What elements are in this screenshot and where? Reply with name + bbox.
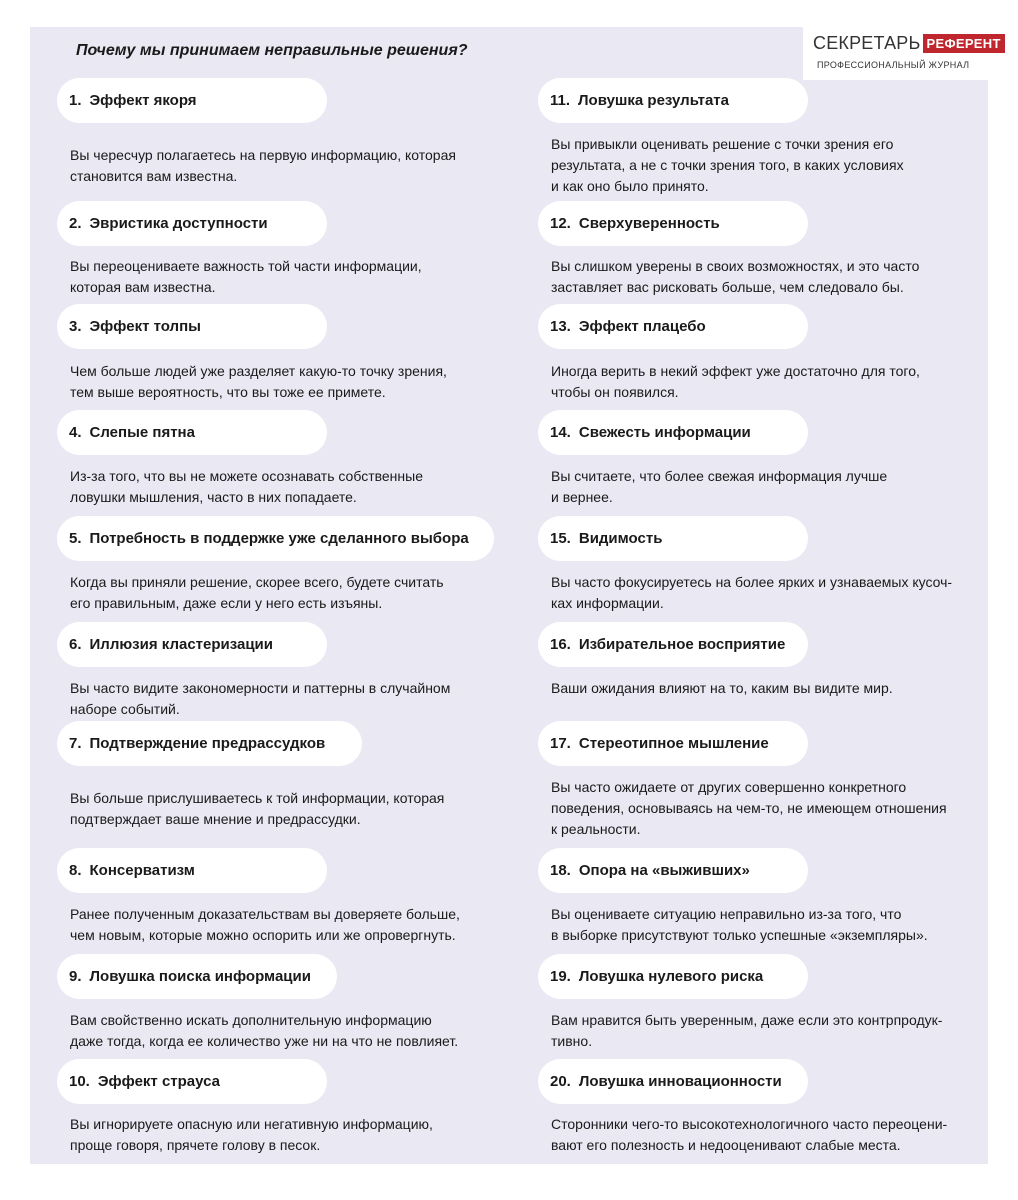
bias-description bbox=[551, 1010, 942, 1052]
bias-number: 17. bbox=[550, 735, 571, 752]
bias-description bbox=[551, 361, 920, 403]
bias-title: Эвристика доступности bbox=[89, 215, 268, 232]
bias-number: 8. bbox=[69, 862, 82, 879]
logo-subtitle: ПРОФЕССИОНАЛЬНЫЙ ЖУРНАЛ bbox=[817, 60, 970, 70]
bias-title: Консерватизм bbox=[89, 862, 195, 879]
description-line: и вернее. bbox=[551, 489, 613, 505]
description-line: Вы часто видите закономерности и паттерны в случайном bbox=[70, 680, 451, 696]
description-line: Вы переоцениваете важность той части информации, bbox=[70, 258, 422, 274]
bias-heading bbox=[538, 304, 808, 349]
description-line: тивно. bbox=[551, 1033, 593, 1049]
bias-number: 1. bbox=[69, 92, 82, 109]
bias-description bbox=[551, 256, 919, 298]
bias-description bbox=[551, 904, 928, 946]
bias-title: Ловушка нулевого риска bbox=[578, 968, 764, 985]
bias-number: 20. bbox=[550, 1073, 571, 1090]
bias-description bbox=[70, 256, 422, 298]
description-line: наборе событий. bbox=[70, 701, 180, 717]
description-line: поведения, основываясь на чем-то, не имеющем отношения bbox=[551, 800, 947, 816]
description-line: Вы считаете, что более свежая информация лучше bbox=[551, 468, 888, 484]
bias-number: 6. bbox=[69, 636, 82, 653]
bias-title: Эффект якоря bbox=[89, 92, 197, 109]
description-line: становится вам известна. bbox=[70, 168, 238, 184]
bias-number: 16. bbox=[550, 636, 571, 653]
bias-description bbox=[70, 904, 460, 946]
bias-heading bbox=[57, 410, 327, 455]
bias-number: 19. bbox=[550, 968, 571, 985]
bias-heading bbox=[538, 848, 808, 893]
bias-title: Опора на «выживших» bbox=[578, 862, 750, 879]
bias-number: 4. bbox=[69, 424, 82, 441]
description-line: Вы оцениваете ситуацию неправильно из-за того, что bbox=[551, 906, 902, 922]
bias-heading bbox=[57, 201, 327, 246]
bias-heading bbox=[57, 304, 327, 349]
bias-heading bbox=[57, 721, 362, 766]
bias-number: 11. bbox=[550, 92, 571, 109]
description-line: и как оно было принято. bbox=[551, 178, 709, 194]
bias-number: 12. bbox=[550, 215, 571, 232]
bias-number: 13. bbox=[550, 318, 571, 335]
bias-number: 2. bbox=[69, 215, 82, 232]
bias-description bbox=[70, 572, 444, 614]
description-line: заставляет вас рисковать больше, чем следовало бы. bbox=[551, 279, 904, 295]
description-line: Иногда верить в некий эффект уже достаточно для того, bbox=[551, 363, 920, 379]
description-line: Чем больше людей уже разделяет какую-то точку зрения, bbox=[70, 363, 447, 379]
bias-description bbox=[551, 134, 904, 197]
bias-description bbox=[70, 678, 450, 720]
bias-description bbox=[551, 466, 887, 508]
bias-title: Свежесть информации bbox=[578, 424, 751, 441]
bias-heading bbox=[538, 78, 808, 123]
bias-title: Сверхуверенность bbox=[578, 215, 720, 232]
bias-heading bbox=[57, 1059, 327, 1104]
bias-heading bbox=[57, 848, 327, 893]
description-line: Из-за того, что вы не можете осознавать собственные bbox=[70, 468, 423, 484]
bias-title: Эффект страуса bbox=[97, 1073, 220, 1090]
description-line: Сторонники чего-то высокотехнологичного часто переоцени- bbox=[551, 1116, 948, 1132]
bias-description bbox=[70, 1114, 433, 1156]
bias-title: Эффект толпы bbox=[89, 318, 201, 335]
description-line: даже тогда, когда ее количество уже ни на что не повлияет. bbox=[70, 1033, 459, 1049]
description-line: в выборке присутствуют только успешные «экземпляры». bbox=[551, 927, 928, 943]
bias-number: 15. bbox=[550, 530, 571, 547]
logo-badge: РЕФЕРЕНТ bbox=[923, 34, 1005, 53]
description-line: Когда вы приняли решение, скорее всего, будете считать bbox=[70, 574, 444, 590]
bias-heading bbox=[57, 78, 327, 123]
bias-title: Ловушка результата bbox=[578, 92, 729, 109]
bias-heading bbox=[538, 954, 808, 999]
bias-title: Видимость bbox=[578, 530, 663, 547]
bias-number: 5. bbox=[69, 530, 82, 547]
bias-description bbox=[551, 1114, 947, 1156]
description-line: к реальности. bbox=[551, 821, 641, 837]
bias-number: 9. bbox=[69, 968, 82, 985]
description-line: Вам нравится быть уверенным, даже если это контрпродук- bbox=[551, 1012, 943, 1028]
logo-line bbox=[813, 33, 1005, 54]
page-title: Почему мы принимаем неправильные решения? bbox=[76, 42, 468, 59]
bias-title: Стереотипное мышление bbox=[578, 735, 769, 752]
description-line: Вы игнорируете опасную или негативную информацию, bbox=[70, 1116, 433, 1132]
description-line: Ваши ожидания влияют на то, каким вы видите мир. bbox=[551, 680, 893, 696]
bias-title: Подтверждение предрассудков bbox=[89, 735, 326, 752]
bias-description bbox=[70, 361, 447, 403]
bias-description bbox=[551, 777, 947, 840]
description-line: Вы больше прислушиваетесь к той информации, которая bbox=[70, 790, 445, 806]
bias-heading bbox=[57, 954, 337, 999]
description-line: ках информации. bbox=[551, 595, 664, 611]
bias-description bbox=[70, 145, 456, 187]
description-line: Вам свойственно искать дополнительную информацию bbox=[70, 1012, 432, 1028]
description-line: подтверждает ваше мнение и предрассудки. bbox=[70, 811, 361, 827]
bias-title: Ловушка инновационности bbox=[578, 1073, 782, 1090]
description-line: вают его полезность и недооценивают слабые места. bbox=[551, 1137, 901, 1153]
description-line: чтобы он появился. bbox=[551, 384, 679, 400]
bias-title: Потребность в поддержке уже сделанного выбора bbox=[89, 530, 469, 547]
description-line: его правильным, даже если у него есть изъяны. bbox=[70, 595, 383, 611]
bias-number: 3. bbox=[69, 318, 82, 335]
bias-heading bbox=[538, 410, 808, 455]
description-line: Ранее полученным доказательствам вы доверяете больше, bbox=[70, 906, 460, 922]
description-line: проще говоря, прячете голову в песок. bbox=[70, 1137, 321, 1153]
magazine-logo bbox=[803, 27, 1001, 80]
bias-number: 14. bbox=[550, 424, 571, 441]
description-line: результата, а не с точки зрения того, в каких условиях bbox=[551, 157, 904, 173]
bias-title: Эффект плацебо bbox=[578, 318, 706, 335]
bias-number: 18. bbox=[550, 862, 571, 879]
description-line: Вы чересчур полагаетесь на первую информацию, которая bbox=[70, 147, 456, 163]
description-line: ловушки мышления, часто в них попадаете. bbox=[70, 489, 357, 505]
logo-main-text: СЕКРЕТАРЬ bbox=[813, 33, 921, 53]
bias-description bbox=[70, 466, 423, 508]
bias-number: 10. bbox=[69, 1073, 90, 1090]
description-line: Вы привыкли оценивать решение с точки зрения его bbox=[551, 136, 894, 152]
description-line: которая вам известна. bbox=[70, 279, 216, 295]
bias-heading bbox=[538, 201, 808, 246]
bias-description bbox=[551, 572, 952, 614]
bias-number: 7. bbox=[69, 735, 82, 752]
bias-title: Избирательное восприятие bbox=[578, 636, 786, 653]
bias-description bbox=[551, 678, 893, 699]
bias-heading bbox=[538, 516, 808, 561]
bias-title: Ловушка поиска информации bbox=[89, 968, 311, 985]
bias-description bbox=[70, 1010, 458, 1052]
bias-title: Слепые пятна bbox=[89, 424, 195, 441]
bias-description bbox=[70, 788, 444, 830]
description-line: чем новым, которые можно оспорить или же опровергнуть. bbox=[70, 927, 456, 943]
bias-heading bbox=[538, 622, 808, 667]
description-line: Вы часто фокусируетесь на более ярких и узнаваемых кусоч- bbox=[551, 574, 953, 590]
bias-heading bbox=[538, 721, 808, 766]
bias-heading bbox=[57, 516, 494, 561]
bias-heading bbox=[538, 1059, 808, 1104]
bias-title: Иллюзия кластеризации bbox=[89, 636, 274, 653]
description-line: Вы часто ожидаете от других совершенно конкретного bbox=[551, 779, 907, 795]
description-line: тем выше вероятность, что вы тоже ее примете. bbox=[70, 384, 386, 400]
description-line: Вы слишком уверены в своих возможностях, и это часто bbox=[551, 258, 920, 274]
bias-heading bbox=[57, 622, 327, 667]
